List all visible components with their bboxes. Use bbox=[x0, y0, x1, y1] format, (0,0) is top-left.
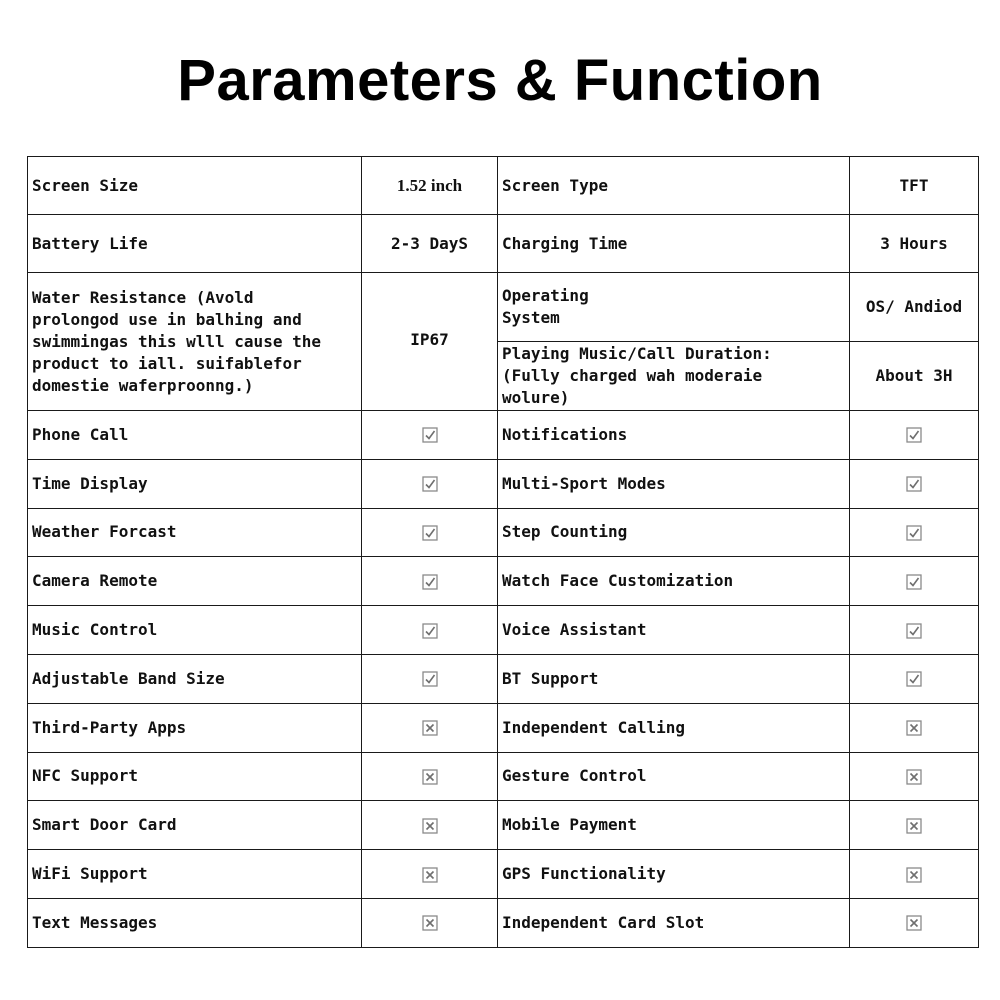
checked-box-icon bbox=[422, 525, 438, 541]
feature-name: BT Support bbox=[498, 654, 850, 703]
feature-name: Camera Remote bbox=[28, 557, 362, 606]
crossed-box-icon bbox=[422, 818, 438, 834]
crossed-box-icon bbox=[422, 769, 438, 785]
battery-life-label: Battery Life bbox=[28, 215, 362, 273]
charging-time-value: 3 Hours bbox=[850, 215, 979, 273]
feature-row bbox=[28, 508, 979, 557]
feature-status bbox=[850, 850, 979, 899]
checked-box-icon bbox=[422, 427, 438, 443]
feature-row bbox=[28, 703, 979, 752]
feature-status bbox=[850, 801, 979, 850]
feature-name: Multi-Sport Modes bbox=[498, 459, 850, 508]
checked-box-icon bbox=[906, 427, 922, 443]
feature-name: Smart Door Card bbox=[28, 801, 362, 850]
crossed-box-icon bbox=[906, 818, 922, 834]
feature-name: Third-Party Apps bbox=[28, 703, 362, 752]
playing-duration-label: Playing Music/Call Duration: (Fully charged wah moderaie wolure) bbox=[498, 342, 850, 411]
checked-box-icon bbox=[906, 574, 922, 590]
spec-row bbox=[28, 273, 979, 342]
feature-status bbox=[850, 606, 979, 655]
charging-time-label: Charging Time bbox=[498, 215, 850, 273]
feature-name: Weather Forcast bbox=[28, 508, 362, 557]
feature-status bbox=[362, 850, 498, 899]
feature-name: Notifications bbox=[498, 411, 850, 460]
screen-size-label: Screen Size bbox=[28, 157, 362, 215]
parameters-table bbox=[27, 156, 979, 948]
feature-status bbox=[362, 703, 498, 752]
checked-box-icon bbox=[422, 574, 438, 590]
checked-box-icon bbox=[906, 525, 922, 541]
feature-row bbox=[28, 801, 979, 850]
feature-row bbox=[28, 654, 979, 703]
crossed-box-icon bbox=[422, 720, 438, 736]
feature-status bbox=[362, 801, 498, 850]
feature-name: GPS Functionality bbox=[498, 850, 850, 899]
feature-name: Watch Face Customization bbox=[498, 557, 850, 606]
crossed-box-icon bbox=[906, 769, 922, 785]
feature-row bbox=[28, 411, 979, 460]
feature-name: Independent Card Slot bbox=[498, 898, 850, 947]
battery-life-value: 2-3 DayS bbox=[362, 215, 498, 273]
feature-status bbox=[362, 898, 498, 947]
page-title: Parameters & Function bbox=[177, 48, 823, 113]
feature-status bbox=[850, 508, 979, 557]
crossed-box-icon bbox=[422, 867, 438, 883]
checked-box-icon bbox=[906, 623, 922, 639]
feature-status bbox=[850, 459, 979, 508]
crossed-box-icon bbox=[906, 720, 922, 736]
feature-name: NFC Support bbox=[28, 752, 362, 801]
checked-box-icon bbox=[906, 671, 922, 687]
feature-status bbox=[362, 508, 498, 557]
spec-row bbox=[28, 157, 979, 215]
feature-name: Phone Call bbox=[28, 411, 362, 460]
spec-row bbox=[28, 215, 979, 273]
feature-status bbox=[362, 411, 498, 460]
feature-status bbox=[362, 752, 498, 801]
feature-status bbox=[850, 898, 979, 947]
feature-row bbox=[28, 459, 979, 508]
water-resistance-label: Water Resistance (Avold prolongod use in balhing and swimmingas this wlll cause the product to iall. suifablefor domestie waferproonng.) bbox=[28, 273, 362, 411]
feature-status bbox=[850, 752, 979, 801]
crossed-box-icon bbox=[906, 915, 922, 931]
crossed-box-icon bbox=[422, 915, 438, 931]
feature-row bbox=[28, 557, 979, 606]
feature-status bbox=[362, 557, 498, 606]
crossed-box-icon bbox=[906, 867, 922, 883]
feature-name: Text Messages bbox=[28, 898, 362, 947]
feature-status bbox=[850, 411, 979, 460]
feature-name: Time Display bbox=[28, 459, 362, 508]
feature-row bbox=[28, 898, 979, 947]
operating-system-label: Operating System bbox=[498, 273, 850, 342]
feature-name: Music Control bbox=[28, 606, 362, 655]
feature-name: Mobile Payment bbox=[498, 801, 850, 850]
screen-size-value: 1.52 inch bbox=[362, 157, 498, 215]
screen-type-label: Screen Type bbox=[498, 157, 850, 215]
feature-status bbox=[362, 654, 498, 703]
feature-status bbox=[850, 703, 979, 752]
feature-name: Voice Assistant bbox=[498, 606, 850, 655]
feature-name: Gesture Control bbox=[498, 752, 850, 801]
feature-name: Independent Calling bbox=[498, 703, 850, 752]
feature-row bbox=[28, 752, 979, 801]
feature-row bbox=[28, 850, 979, 899]
feature-name: Step Counting bbox=[498, 508, 850, 557]
feature-status bbox=[362, 459, 498, 508]
feature-status bbox=[850, 557, 979, 606]
checked-box-icon bbox=[906, 476, 922, 492]
feature-name: WiFi Support bbox=[28, 850, 362, 899]
screen-type-value: TFT bbox=[850, 157, 979, 215]
checked-box-icon bbox=[422, 623, 438, 639]
playing-duration-value: About 3H bbox=[850, 342, 979, 411]
feature-status bbox=[362, 606, 498, 655]
feature-status bbox=[850, 654, 979, 703]
checked-box-icon bbox=[422, 476, 438, 492]
feature-row bbox=[28, 606, 979, 655]
checked-box-icon bbox=[422, 671, 438, 687]
feature-name: Adjustable Band Size bbox=[28, 654, 362, 703]
water-resistance-value: IP67 bbox=[362, 273, 498, 411]
operating-system-value: OS/ Andiod bbox=[850, 273, 979, 342]
